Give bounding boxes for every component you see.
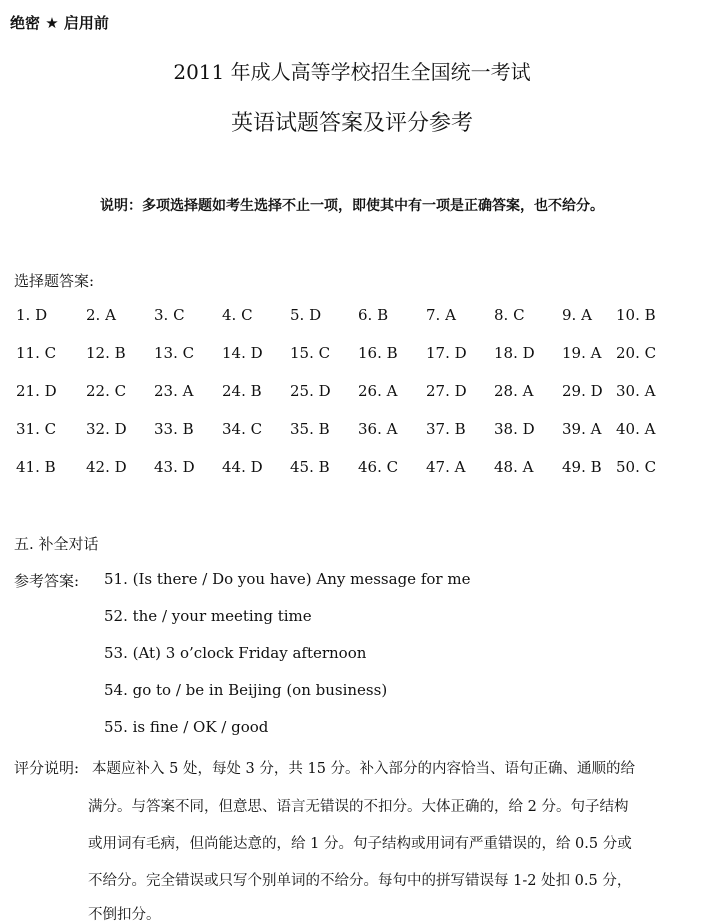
answer-cell: 16. B xyxy=(358,344,398,362)
answer-cell: 49. B xyxy=(562,458,602,476)
answer-cell: 24. B xyxy=(222,382,262,400)
answer-cell: 15. C xyxy=(290,344,331,362)
answer-row xyxy=(16,420,676,458)
answer-cell: 19. A xyxy=(562,344,602,362)
answer-cell: 14. D xyxy=(222,344,263,362)
scoring-line: 满分。与答案不同，但意思、语言无错误的不扣分。大体正确的，给 2 分。句子结构 xyxy=(88,799,629,815)
answer-cell: 45. B xyxy=(290,458,330,476)
answer-grid xyxy=(16,306,676,496)
answer-row xyxy=(16,458,676,496)
answer-cell: 6. B xyxy=(358,306,389,324)
answer-53: 53. (At) 3 o’clock Friday afternoon xyxy=(104,644,367,662)
answer-cell: 10. B xyxy=(616,306,656,324)
answer-cell: 44. D xyxy=(222,458,263,476)
answer-cell: 9. A xyxy=(562,306,592,324)
scoring-line: 不倒扣分。 xyxy=(88,907,161,923)
exam-title: 2011 年成人高等学校招生全国统一考试 xyxy=(173,60,531,84)
answer-cell: 3. C xyxy=(154,306,185,324)
answer-cell: 25. D xyxy=(290,382,331,400)
scoring-line: 本题应补入 5 处，每处 3 分，共 15 分。补入部分的内容恰当、语句正确、通顺的给 xyxy=(92,761,636,777)
answer-cell: 40. A xyxy=(616,420,656,438)
multiple-choice-label: 选择题答案: xyxy=(14,272,95,290)
answer-cell: 37. B xyxy=(426,420,466,438)
answer-cell: 32. D xyxy=(86,420,127,438)
confidential-mark: 绝密 ★ 启用前 xyxy=(10,14,109,32)
answer-cell: 33. B xyxy=(154,420,194,438)
answer-cell: 31. C xyxy=(16,420,57,438)
answer-cell: 11. C xyxy=(16,344,57,362)
answer-row xyxy=(16,306,676,344)
answer-cell: 4. C xyxy=(222,306,253,324)
answer-cell: 41. B xyxy=(16,458,56,476)
answer-cell: 27. D xyxy=(426,382,467,400)
answer-cell: 35. B xyxy=(290,420,330,438)
answer-cell: 26. A xyxy=(358,382,398,400)
answer-cell: 23. A xyxy=(154,382,194,400)
document-subtitle: 英语试题答案及评分参考 xyxy=(230,111,473,136)
section-title: 五. 补全对话 xyxy=(14,535,99,553)
answer-cell: 34. C xyxy=(222,420,263,438)
scoring-label: 评分说明: xyxy=(14,759,80,777)
answer-cell: 47. A xyxy=(426,458,466,476)
answer-cell: 30. A xyxy=(616,382,656,400)
answer-cell: 46. C xyxy=(358,458,399,476)
answer-cell: 36. A xyxy=(358,420,398,438)
answer-51: 51. (Is there / Do you have) Any message for me xyxy=(104,570,471,588)
answer-cell: 29. D xyxy=(562,382,603,400)
answer-cell: 43. D xyxy=(154,458,195,476)
answer-cell: 22. C xyxy=(86,382,127,400)
answer-55: 55. is fine / OK / good xyxy=(104,718,269,736)
answer-row xyxy=(16,344,676,382)
answer-cell: 12. B xyxy=(86,344,126,362)
scoring-line: 或用词有毛病，但尚能达意的，给 1 分。句子结构或用词有严重错误的，给 0.5 分或 xyxy=(88,836,632,852)
answer-cell: 50. C xyxy=(616,458,657,476)
answer-cell: 13. C xyxy=(154,344,195,362)
answer-cell: 1. D xyxy=(16,306,48,324)
answer-cell: 21. D xyxy=(16,382,57,400)
instruction-note: 说明：多项选择题如考生选择不止一项，即使其中有一项是正确答案，也不给分。 xyxy=(100,198,604,214)
scoring-line: 不给分。完全错误或只写个别单词的不给分。每句中的拼写错误每 1-2 处扣 0.5 分， xyxy=(88,873,632,889)
answer-cell: 28. A xyxy=(494,382,534,400)
answer-54: 54. go to / be in Beijing (on business) xyxy=(104,681,388,699)
answer-cell: 17. D xyxy=(426,344,467,362)
answer-cell: 8. C xyxy=(494,306,525,324)
answer-cell: 38. D xyxy=(494,420,535,438)
answer-cell: 2. A xyxy=(86,306,116,324)
answer-cell: 48. A xyxy=(494,458,534,476)
answer-cell: 39. A xyxy=(562,420,602,438)
answer-cell: 20. C xyxy=(616,344,657,362)
answer-row xyxy=(16,382,676,420)
answer-52: 52. the / your meeting time xyxy=(104,607,312,625)
answer-cell: 5. D xyxy=(290,306,322,324)
answer-cell: 42. D xyxy=(86,458,127,476)
answer-cell: 18. D xyxy=(494,344,535,362)
reference-answer-label: 参考答案: xyxy=(14,572,80,590)
answer-cell: 7. A xyxy=(426,306,456,324)
